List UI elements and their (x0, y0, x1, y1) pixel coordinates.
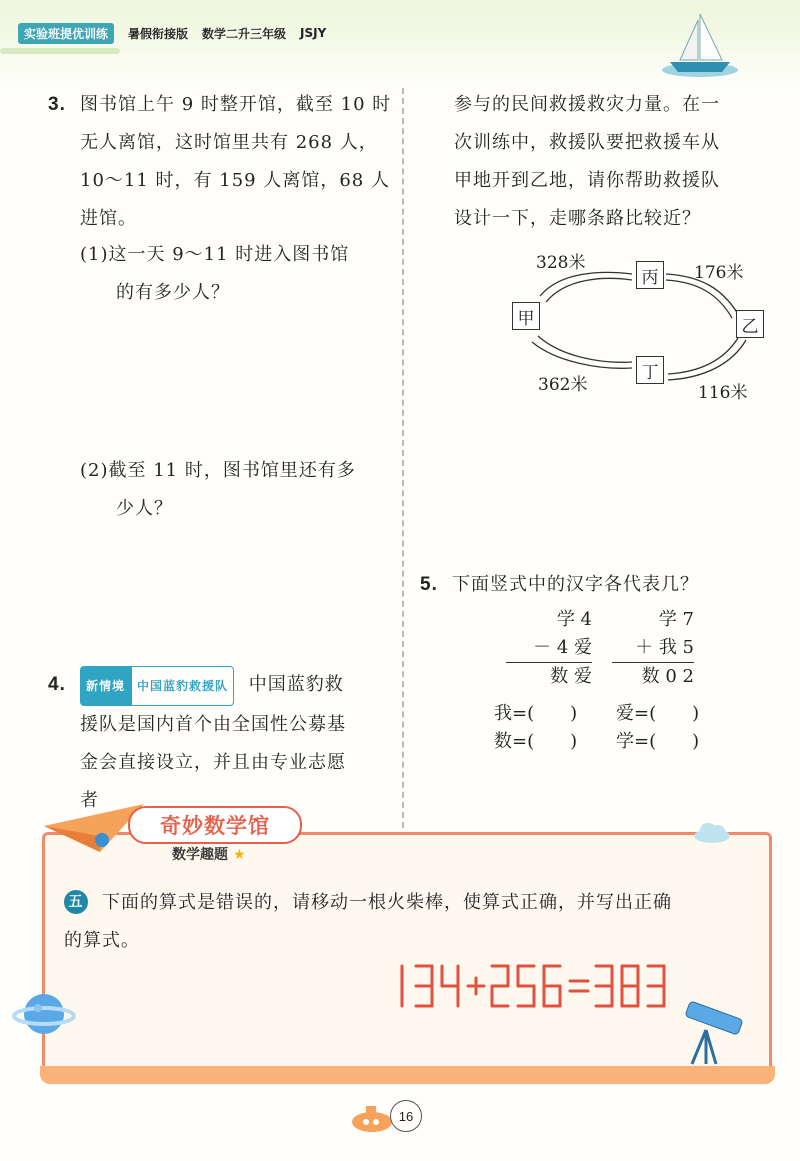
question-line: 援队是国内首个由全国性公募基 (80, 714, 346, 735)
fun-question (64, 884, 764, 960)
sailboat-icon (660, 10, 740, 80)
place-yi: 乙 (736, 310, 764, 338)
answer-blanks (494, 700, 699, 756)
calc-row: 学 4 (556, 609, 592, 630)
fun-math-banner (128, 806, 302, 844)
answer-wo[interactable]: 我=( ) (494, 703, 578, 724)
fun-math-title: 奇妙数学馆 (160, 814, 270, 838)
distance-bing-yi: 176米 (694, 263, 744, 283)
question-3 (48, 86, 398, 238)
addition-problem (612, 606, 694, 691)
subquestion-line: (1)这一天 9～11 时进入图书馆 (80, 244, 350, 265)
distance-jia-ding: 362米 (538, 375, 588, 395)
question-line: 者 (80, 790, 99, 811)
calc-row: － 4 爱 (506, 634, 592, 663)
question-4-continued (454, 86, 774, 238)
question-line: 进馆。 (80, 208, 137, 229)
fun-subtitle: 数学趣题 (172, 847, 228, 863)
edition-label: 暑假衔接版 (128, 26, 189, 41)
star-icon: ★ (233, 847, 246, 863)
header-stripe (0, 48, 120, 54)
question-line: 的算式。 (64, 930, 140, 951)
cloud-icon (692, 820, 732, 844)
question-3-part-1 (80, 236, 400, 312)
subquestion-line: 少人？ (116, 498, 173, 519)
series-title: 实验班提优训练 (18, 23, 114, 44)
page-number: 16 (398, 1108, 414, 1124)
question-number: 3. (48, 94, 66, 115)
calc-row: ＋ 我 5 (612, 634, 694, 663)
planet-icon (12, 986, 76, 1044)
calc-row: 学 7 (658, 609, 694, 630)
distance-ding-yi: 116米 (698, 383, 748, 403)
calc-row: 数 0 2 (641, 666, 694, 687)
subquestion-line: 的有多少人？ (116, 282, 230, 303)
fun-subtitle-wrap (172, 844, 246, 864)
question-line: 次训练中，救援队要把救援车从 (454, 132, 720, 153)
page-number-circle (390, 1100, 422, 1132)
question-line: 下面的算式是错误的，请移动一根火柴棒，使算式正确，并写出正确 (102, 892, 672, 913)
question-number: 5. (420, 574, 438, 595)
question-line: 甲地开到乙地，请你帮助救援队 (454, 170, 720, 191)
answer-ai[interactable]: 爱=( ) (616, 703, 700, 724)
publisher-code: JSJY (300, 26, 327, 40)
question-line: 中国蓝豹救 (248, 674, 344, 695)
question-line: 10～11 时，有 159 人离馆，68 人 (80, 170, 390, 191)
question-3-part-2 (80, 452, 400, 528)
question-line: 无人离馆，这时馆里共有 268 人， (80, 132, 378, 153)
calc-row: 数 爱 (550, 666, 592, 687)
organization-tag: 中国蓝豹救援队 (131, 666, 234, 706)
question-5 (420, 566, 780, 604)
question-number: 4. (48, 674, 66, 695)
subject-label: 数学二升三年级 (202, 26, 287, 41)
question-line: 下面竖式中的汉字各代表几？ (452, 574, 699, 595)
subquestion-line: (2)截至 11 时，图书馆里还有多 (80, 460, 356, 481)
column-divider (402, 88, 404, 828)
subtraction-problem (506, 606, 592, 691)
answer-xue[interactable]: 学=( ) (616, 731, 700, 752)
question-line: 金会直接设立，并且由专业志愿 (80, 752, 346, 773)
matchstick-equation (388, 962, 678, 1012)
question-line: 设计一下，走哪条路比较近？ (454, 208, 701, 229)
fun-question-badge: 五 (64, 890, 88, 914)
telescope-icon (676, 1000, 756, 1066)
distance-jia-bing: 328米 (536, 253, 586, 273)
scroll-bottom (40, 1066, 775, 1084)
answer-shu[interactable]: 数=( ) (494, 731, 578, 752)
question-line: 参与的民间救援救灾力量。在一 (454, 94, 720, 115)
submarine-icon (346, 1096, 396, 1136)
place-jia: 甲 (512, 302, 540, 330)
page-header (18, 22, 326, 44)
question-line: 图书馆上午 9 时整开馆，截至 10 时 (80, 94, 392, 115)
place-ding: 丁 (636, 356, 664, 384)
new-context-tag: 新情境 (80, 666, 131, 706)
place-bing: 丙 (636, 261, 664, 289)
